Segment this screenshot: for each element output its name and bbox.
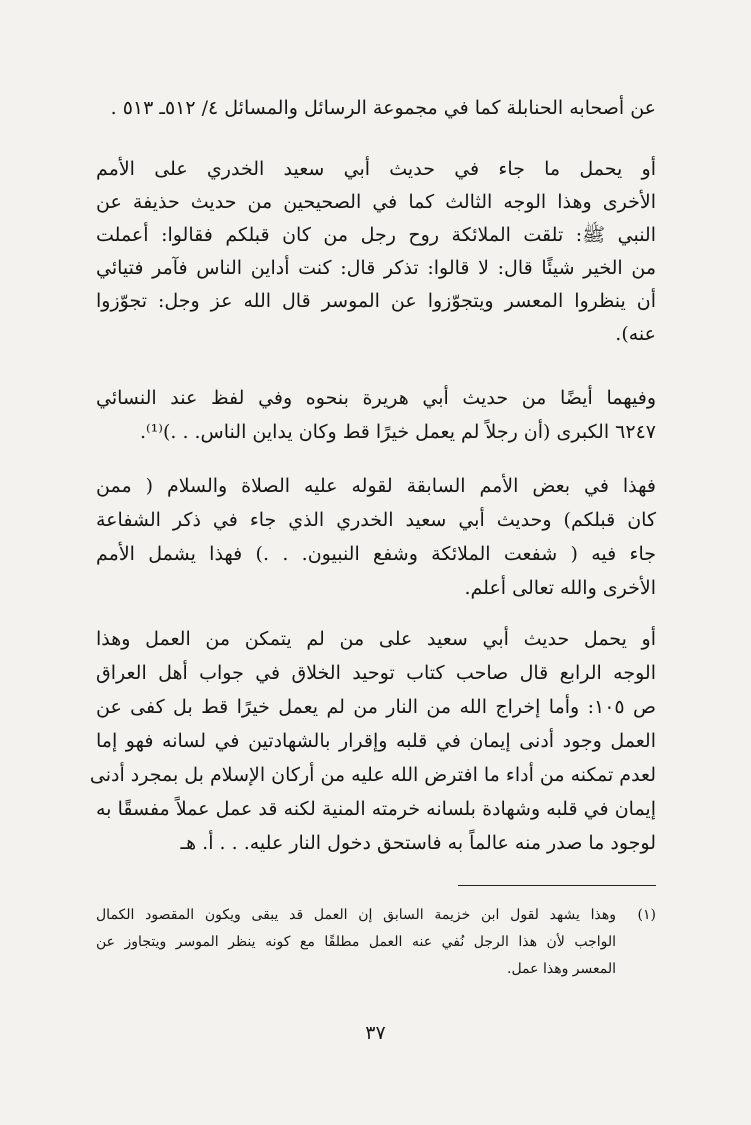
paragraph-4	[89, 622, 656, 860]
paragraph-line: لعدم تمكنه من أداء ما افترض الله عليه من أركان الإسلام بل بمجرد أدنى	[89, 764, 656, 786]
paragraph-line: الأخرى وهذا الوجه الثالث كما في الصحيحين من حديث حذيفة عن	[96, 191, 656, 213]
paragraph-line: كان قبلكم) وحديث أبي سعيد الخدري الذي جاء في ذكر الشفاعة	[96, 509, 656, 531]
footnote-marker: (١)	[637, 907, 656, 923]
paragraph-line: العمل وجود أدنى إيمان في قلبه وإقرار بالشهادتين في لسانه فهو إما	[96, 730, 656, 752]
paragraph-line: الأخرى والله تعالى أعلم.	[464, 577, 656, 599]
footnote-line: المعسر وهذا عمل.	[507, 961, 616, 977]
paragraph-line: ٦٢٤٧ الكبرى (أن رجلاً لم يعمل خيرًا قط وكان يداين الناس. . .)⁽¹⁾.	[139, 421, 656, 443]
paragraph-line: إيمان في قلبه وشهادة بلسانه خرمته المنية لكنه قد عمل عملاً مفسقًا به	[96, 798, 656, 820]
paragraph-line: جاء فيه ( شفعت الملائكة وشفع النبيون. . .) فهذا يشمل الأمم	[96, 543, 656, 565]
paragraph-line: وفيهما أيضًا من حديث أبي هريرة بنحوه وفي لفظ عند النسائي	[96, 387, 656, 409]
paragraph-1	[96, 153, 656, 351]
footnote-1	[96, 902, 656, 983]
footnote-line: الواجب لأن هذا الرجل نُفي عنه العمل مطلقًا مع كونه ينظر الموسر ويتجاوز عن	[96, 934, 616, 950]
paragraph-line: فهذا في بعض الأمم السابقة لقوله عليه الصلاة والسلام ( ممن	[96, 475, 656, 497]
footnote-line: وهذا يشهد لقول ابن خزيمة السابق إن العمل قد يبقى ويكون المقصود الكمال	[96, 907, 616, 923]
paragraph-line: أن ينظروا المعسر ويتجوّزوا عن الموسر قال الله عز وجل: تجوّزوا	[96, 290, 656, 312]
paragraph-line: أو يحمل ما جاء في حديث أبي سعيد الخدري على الأمم	[96, 158, 656, 180]
page-number: ٣٧	[365, 1022, 386, 1044]
paragraph-line: أو يحمل حديث أبي سعيد على من لم يتمكن من العمل وهذا	[96, 628, 656, 650]
paragraph-3	[96, 469, 656, 605]
paragraph-line: النبي ﷺ: تلقت الملائكة روح رجل من كان قبلكم فقالوا: أعملت	[96, 224, 656, 246]
paragraph-line: ص ١٠٥: وأما إخراج الله من النار من لم يعمل خيرًا قط بل كفى عن	[96, 696, 656, 718]
paragraph-line: من الخير شيئًا قال: لا قالوا: تذكر قال: كنت أداين الناس فآمر فتيائي	[96, 257, 656, 279]
footnote-body	[96, 902, 616, 983]
paragraph-line: لوجود ما صدر منه عالماً به فاستحق دخول النار عليه. . . أ. هـ	[180, 832, 656, 854]
paragraph-2	[96, 381, 656, 449]
footnote-divider	[458, 885, 656, 886]
header-line: عن أصحابه الحنابلة كما في مجموعة الرسائل والمسائل ٤/ ٥١٢ـ ٥١٣ .	[110, 97, 656, 119]
paragraph-line: عنه).	[615, 323, 656, 345]
paragraph-line: الوجه الرابع قال صاحب كتاب توحيد الخلاق في جواب أهل العراق	[96, 662, 656, 684]
